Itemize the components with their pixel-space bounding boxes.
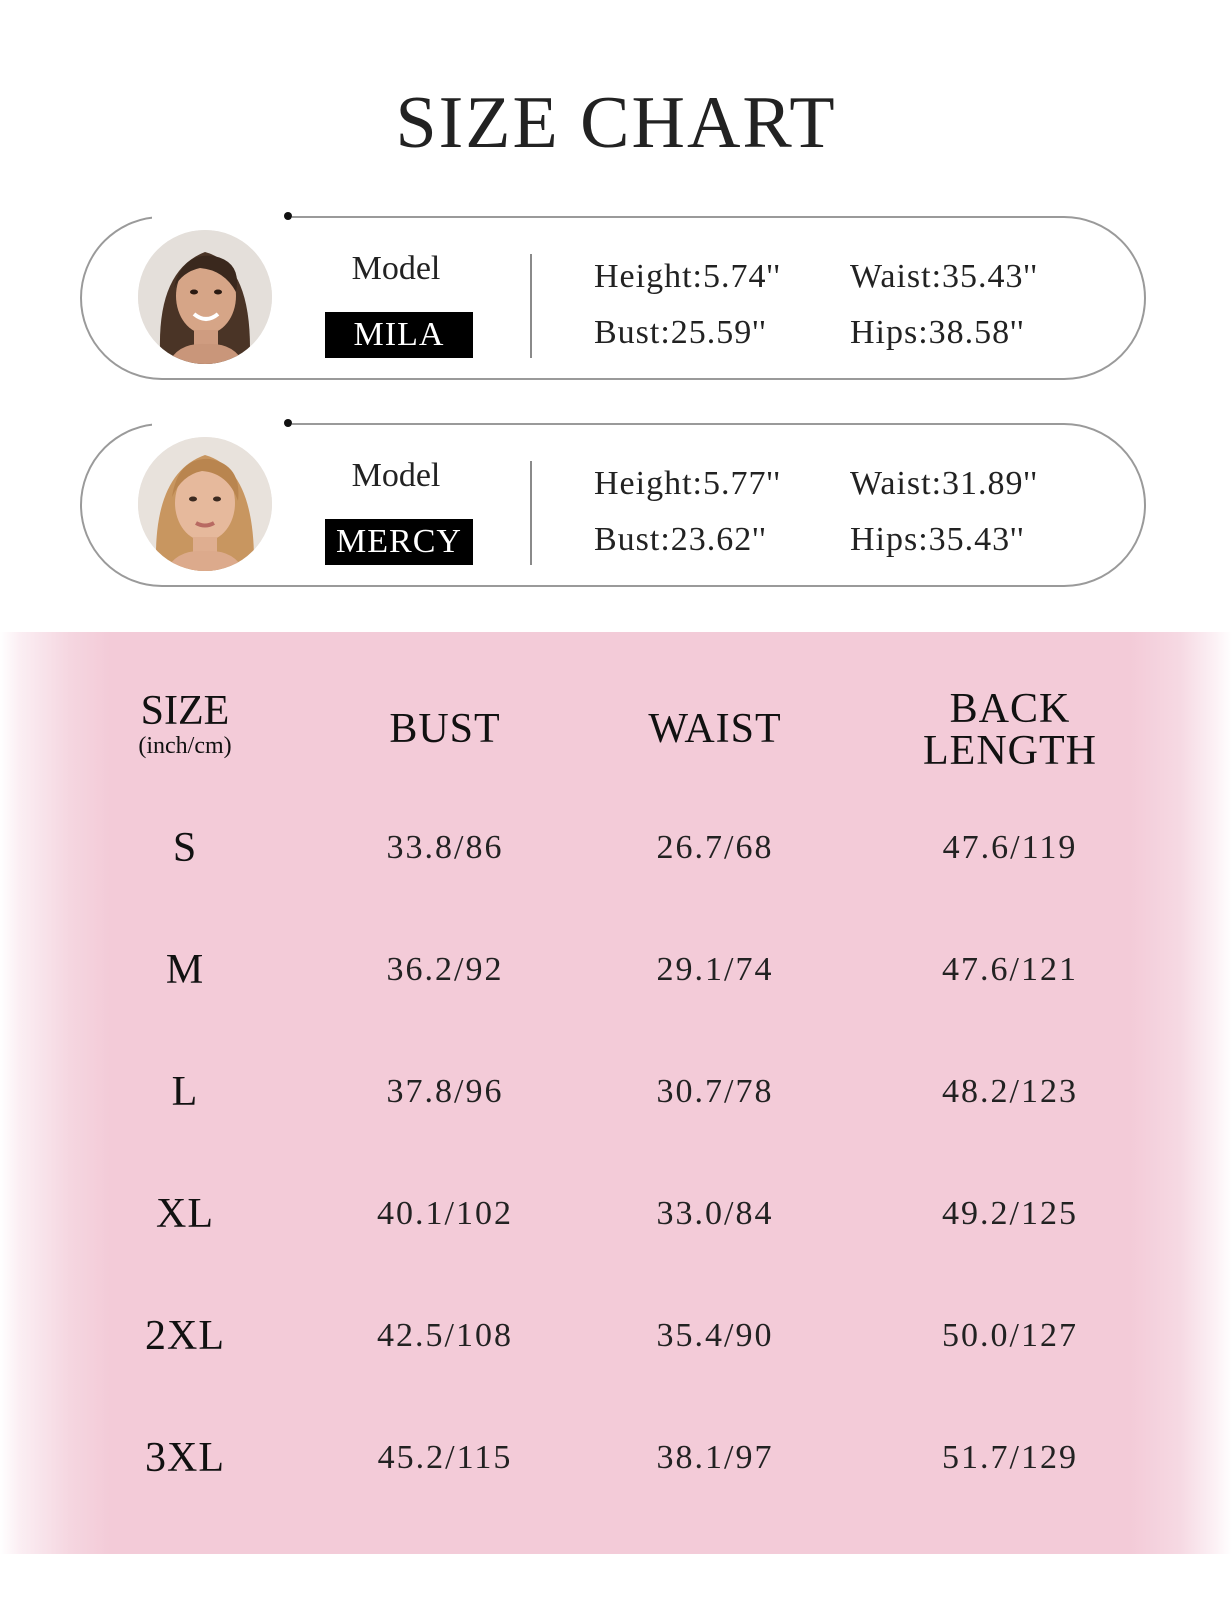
- cell-waist: 38.1/97: [656, 1439, 774, 1476]
- card-divider: [530, 254, 532, 358]
- model-bust: Bust:25.59'': [594, 314, 767, 351]
- cell-bust: 36.2/92: [386, 951, 504, 988]
- cell-back-length: 48.2/123: [942, 1073, 1078, 1110]
- cell-bust: 42.5/108: [377, 1317, 513, 1354]
- table-row: [0, 1428, 1232, 1488]
- card-divider: [530, 461, 532, 565]
- table-row: [0, 1306, 1232, 1366]
- cell-size: 3XL: [145, 1435, 225, 1481]
- cell-back-length: 47.6/121: [942, 951, 1078, 988]
- table-row: [0, 818, 1232, 878]
- size-table: [0, 632, 1232, 1554]
- card-dot-marker: [284, 212, 292, 220]
- model-name-badge: MERCY: [325, 519, 473, 565]
- model-hips: Hips:38.58'': [850, 314, 1025, 351]
- model-avatar-mila: [138, 230, 272, 364]
- model-label: Model: [351, 457, 441, 494]
- model-height: Height:5.74'': [594, 258, 781, 295]
- cell-back-length: 47.6/119: [942, 829, 1078, 866]
- model-photo-mercy: [138, 437, 272, 571]
- cell-size: XL: [156, 1191, 214, 1237]
- cell-size: M: [165, 947, 205, 993]
- model-avatar-mercy: [138, 437, 272, 571]
- table-row: [0, 940, 1232, 1000]
- cell-waist: 33.0/84: [656, 1195, 774, 1232]
- model-hips: Hips:35.43'': [850, 521, 1025, 558]
- model-card-mercy: [80, 423, 1146, 587]
- cell-waist: 30.7/78: [656, 1073, 774, 1110]
- page-title: SIZE CHART: [395, 82, 837, 164]
- card-border-gap: [152, 214, 292, 220]
- cell-size: S: [172, 825, 198, 871]
- table-row: [0, 1184, 1232, 1244]
- cell-size: 2XL: [145, 1313, 225, 1359]
- cell-waist: 35.4/90: [656, 1317, 774, 1354]
- header-size: SIZE: [140, 688, 230, 734]
- cell-size: L: [171, 1069, 199, 1115]
- cell-waist: 29.1/74: [656, 951, 774, 988]
- cell-back-length: 50.0/127: [942, 1317, 1078, 1354]
- cell-bust: 45.2/115: [377, 1439, 513, 1476]
- header-back-length: BACK: [949, 686, 1071, 732]
- header-size-unit: (inch/cm): [138, 733, 232, 759]
- table-row: [0, 1062, 1232, 1122]
- cell-bust: 40.1/102: [377, 1195, 513, 1232]
- cell-bust: 33.8/86: [386, 829, 504, 866]
- model-height: Height:5.77'': [594, 465, 781, 502]
- header-waist: WAIST: [648, 706, 782, 752]
- card-dot-marker: [284, 419, 292, 427]
- model-name-badge: MILA: [325, 312, 473, 358]
- model-waist: Waist:35.43'': [850, 258, 1038, 295]
- cell-bust: 37.8/96: [386, 1073, 504, 1110]
- cell-waist: 26.7/68: [656, 829, 774, 866]
- model-label: Model: [351, 250, 441, 287]
- model-bust: Bust:23.62'': [594, 521, 767, 558]
- model-card-mila: [80, 216, 1146, 380]
- header-back-length: LENGTH: [923, 728, 1097, 774]
- cell-back-length: 51.7/129: [942, 1439, 1078, 1476]
- model-photo-mila: [138, 230, 272, 364]
- header-bust: BUST: [389, 706, 501, 752]
- model-waist: Waist:31.89'': [850, 465, 1038, 502]
- cell-back-length: 49.2/125: [942, 1195, 1078, 1232]
- card-border-gap: [152, 421, 292, 427]
